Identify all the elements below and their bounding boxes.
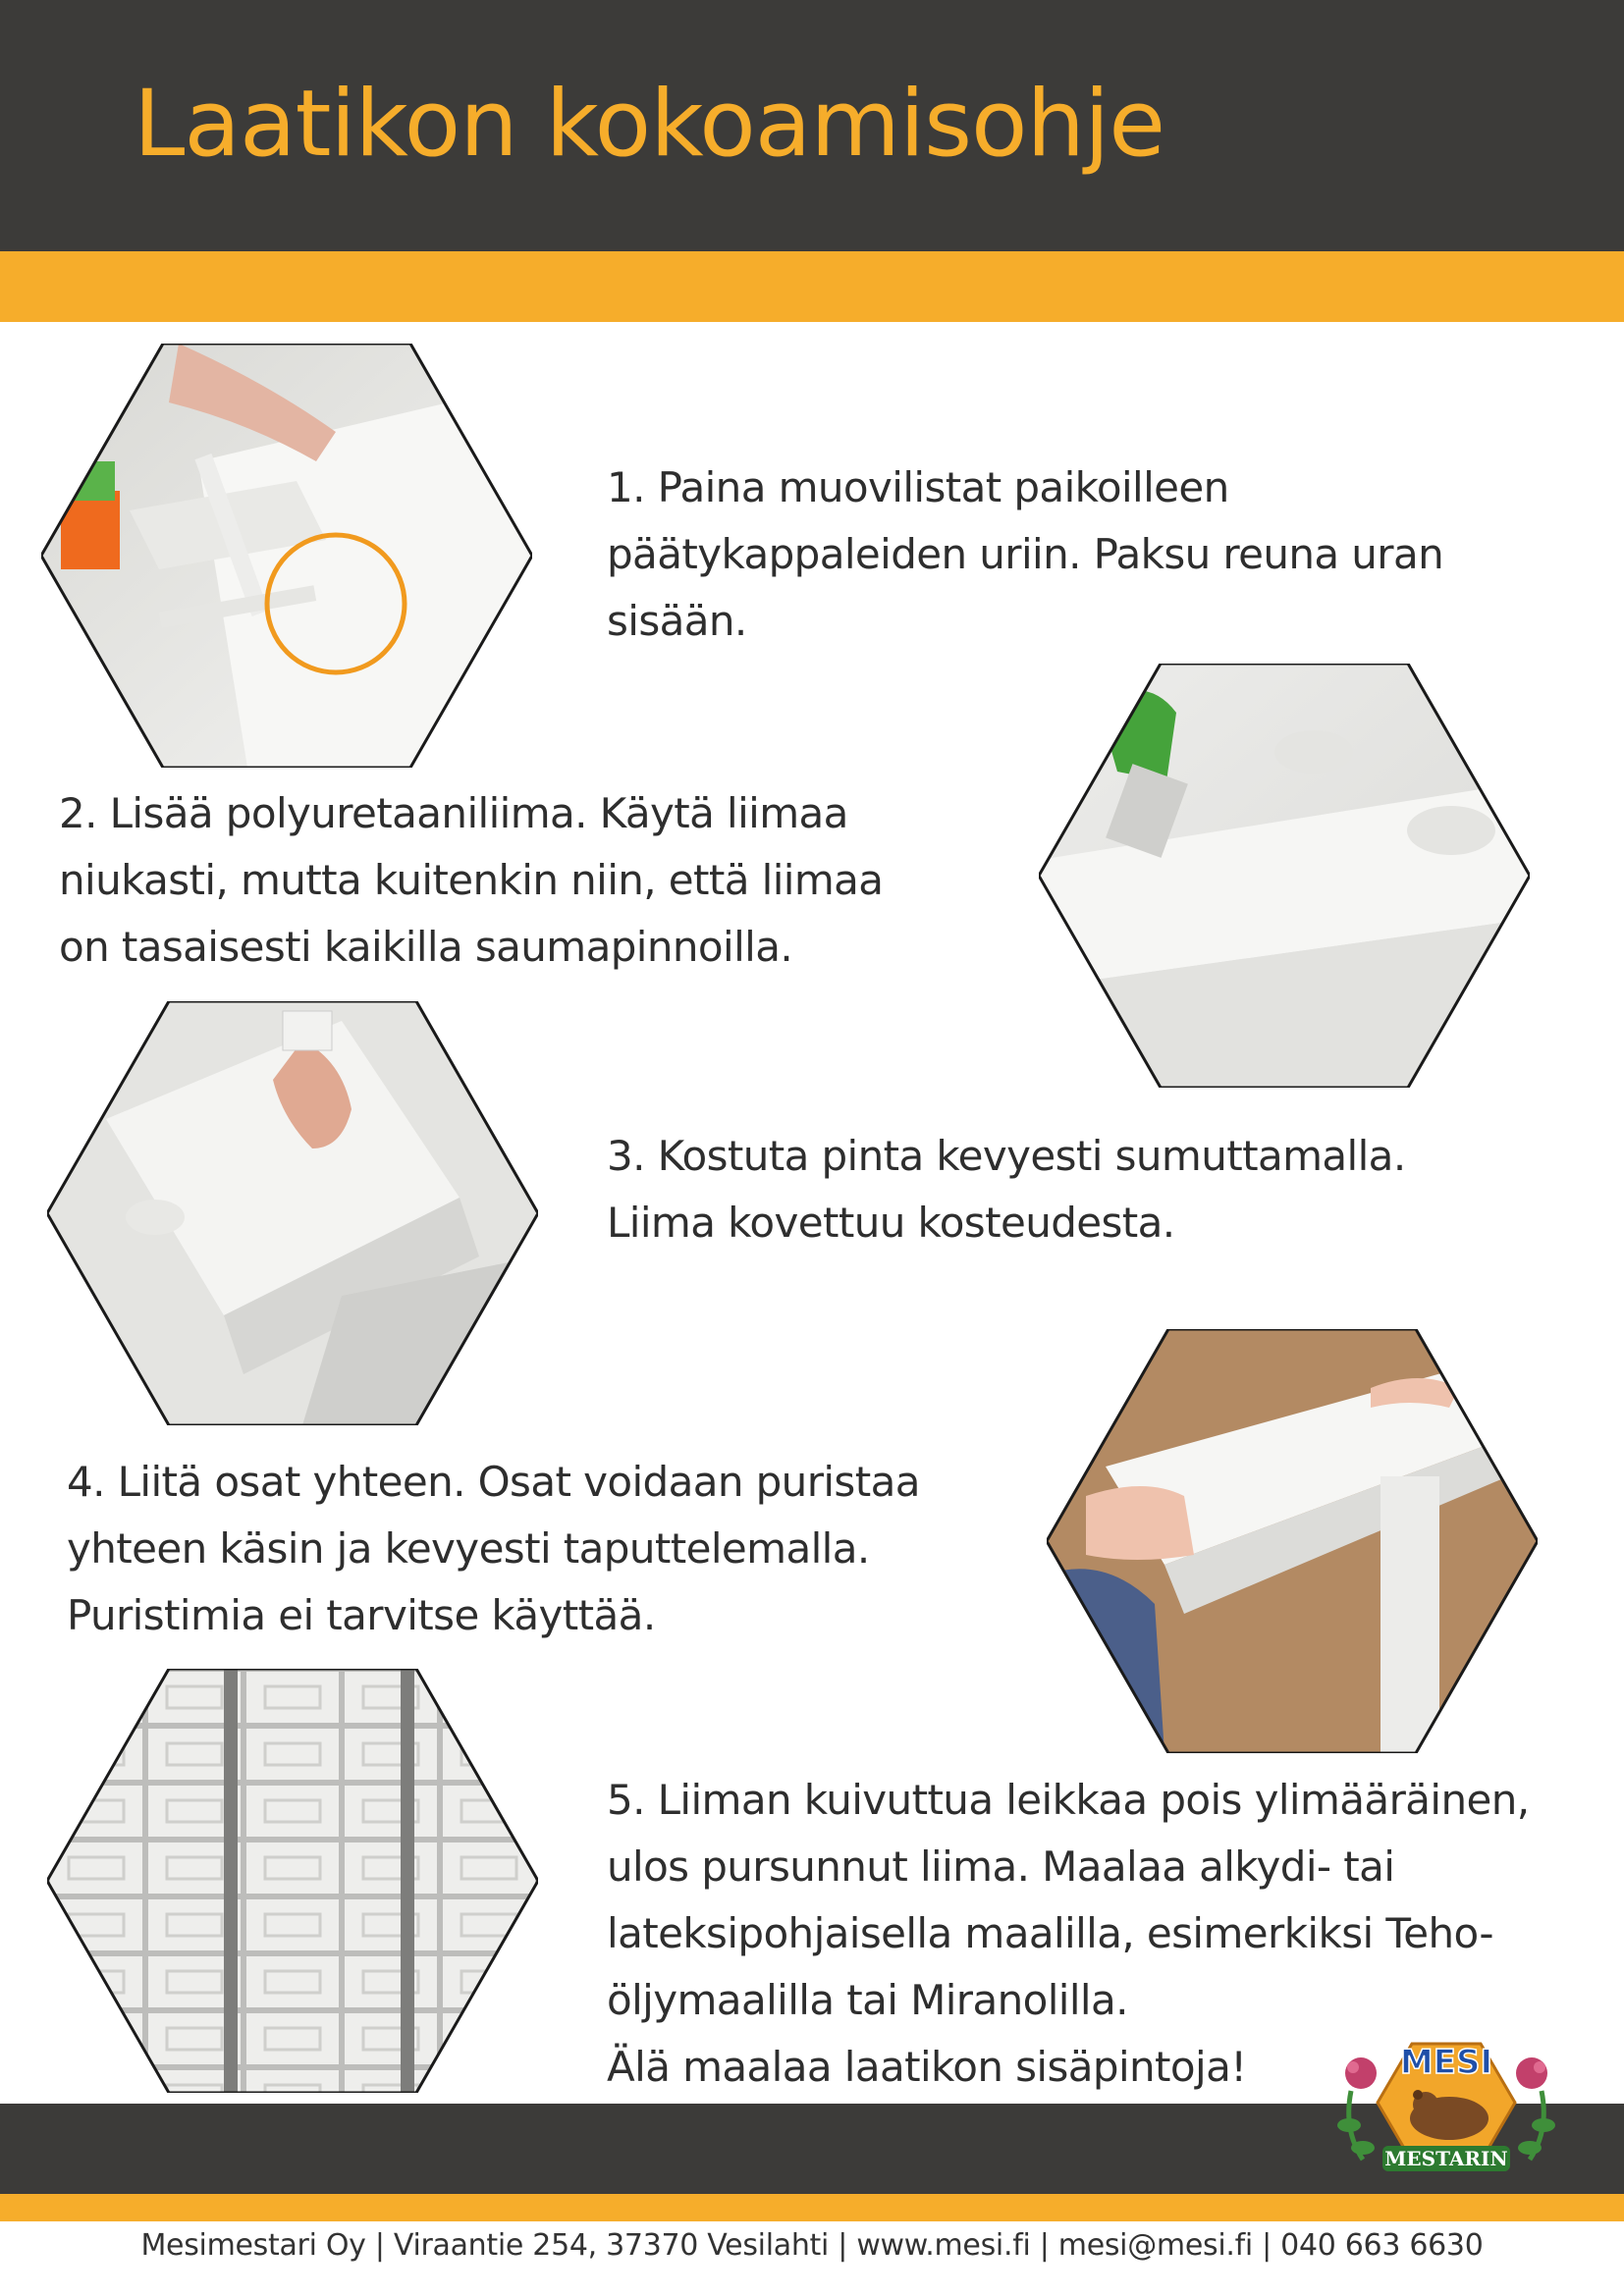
step-5-line-4: öljymaalilla tai Miranolilla. <box>607 1976 1128 2024</box>
step-4-line-3: Puristimia ei tarvitse käyttää. <box>67 1591 656 1639</box>
step-3-line-2: Liima kovettuu kosteudesta. <box>607 1199 1175 1247</box>
logo-top-text: MESI <box>1399 2043 1493 2082</box>
step-1-line-3: sisään. <box>607 597 747 645</box>
mesimestari-logo <box>1333 2032 1559 2179</box>
step-3-line-1: 3. Kostuta pinta kevyesti sumuttamalla. <box>607 1132 1406 1180</box>
step-4-line-1: 4. Liitä osat yhteen. Osat voidaan puristaa <box>67 1458 920 1506</box>
step-1-line-2: päätykappaleiden uriin. Paksu reuna uran <box>607 530 1444 578</box>
clover-left-icon <box>1337 2057 1377 2160</box>
step-4-line-2: yhteen käsin ja kevyesti taputtelemalla. <box>67 1524 870 1573</box>
header-accent-band <box>0 251 1624 322</box>
footer-contact-text: Mesimestari Oy | Viraantie 254, 37370 Vesilahti | www.mesi.fi | mesi@mesi.fi | 040 663 6630 <box>140 2228 1484 2263</box>
footer-accent-band <box>0 2194 1624 2221</box>
step-5-line-3: lateksipohjaisella maalilla, esimerkiksi Teho- <box>607 1909 1493 1957</box>
step-3-text <box>607 1123 1406 1256</box>
step-2-line-1: 2. Lisää polyuretaaniliima. Käytä liimaa <box>59 789 848 837</box>
step-4-text <box>67 1449 920 1649</box>
step-1-text <box>607 454 1443 655</box>
step-5-photo <box>47 1669 538 2093</box>
step-1-line-1: 1. Paina muovilistat paikoilleen <box>607 463 1229 511</box>
logo-bottom-text: MESTARIN <box>1384 2147 1508 2170</box>
step-2-photo <box>1039 664 1530 1088</box>
step-5-line-5: Älä maalaa laatikon sisäpintoja! <box>607 2043 1247 2091</box>
step-4-photo <box>1047 1329 1538 1753</box>
page-title: Laatikon kokoamisohje <box>134 71 1165 178</box>
step-1-photo <box>41 344 532 768</box>
step-2-line-2: niukasti, mutta kuitenkin niin, että liimaa <box>59 856 884 904</box>
step-2-line-3: on tasaisesti kaikilla saumapinnoilla. <box>59 923 793 971</box>
step-2-text <box>59 780 883 981</box>
step-5-line-1: 5. Liiman kuivuttua leikkaa pois ylimääräinen, <box>607 1776 1530 1824</box>
clover-right-icon <box>1516 2057 1555 2160</box>
step-5-line-2: ulos pursunnut liima. Maalaa alkydi- tai <box>607 1842 1395 1891</box>
step-3-photo <box>47 1001 538 1425</box>
